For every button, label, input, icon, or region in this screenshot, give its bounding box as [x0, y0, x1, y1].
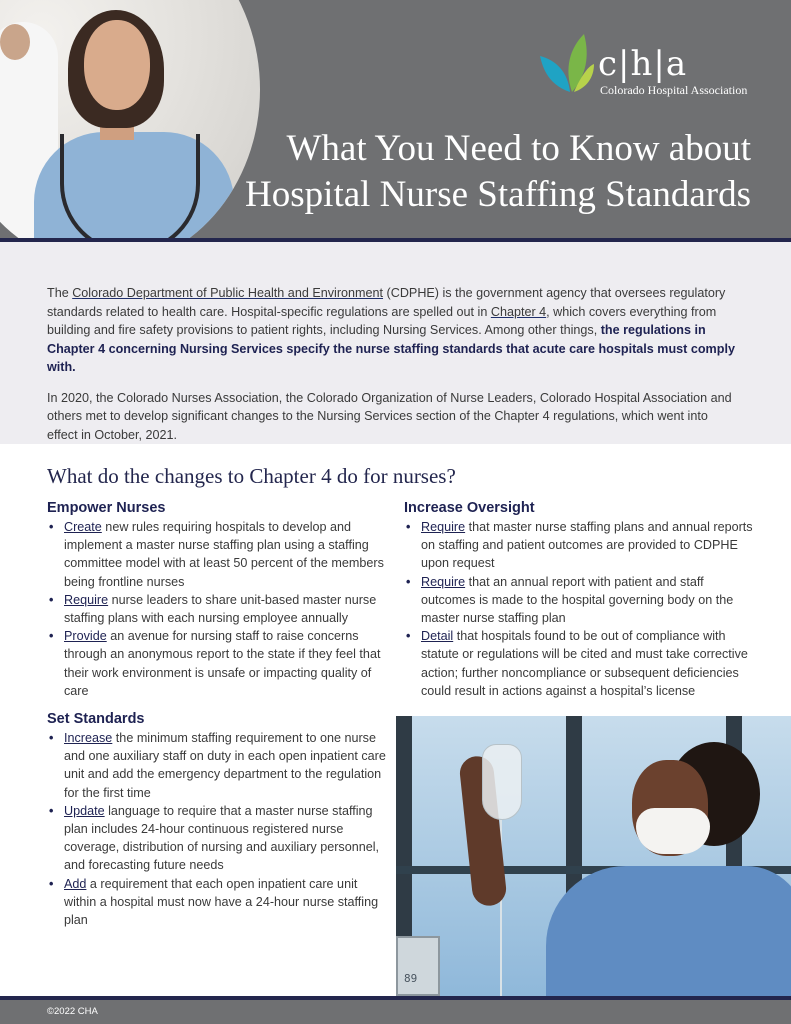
face-mask	[636, 808, 710, 854]
item-text: an avenue for nursing staff to raise concerns through an anonymous report to the state if they feel that their work environment is unsafe or impacting quality of care	[64, 629, 381, 698]
item-text: the minimum staffing requirement to one nurse and one auxiliary staff on duty in each open inpatient care unit and add the emergency department to the regulation for the first time	[64, 731, 386, 800]
chapter-4-link[interactable]: Chapter 4	[490, 304, 547, 319]
item-text: that master nurse staffing plans and annual reports on staffing and patient outcomes are provided to CDPHE upon request	[421, 520, 753, 571]
list-item	[404, 518, 754, 573]
standards-heading: Set Standards	[47, 711, 145, 727]
list-item	[47, 627, 392, 700]
keyword: Increase	[64, 731, 113, 745]
intro-text: The	[47, 286, 73, 300]
page-title-line1: What You Need to Know about	[286, 128, 751, 169]
intro-text: (CDPHE) is the government agency that oversees regulatory standards related to health care. Hospital-specific regulations are spelled out in	[47, 286, 726, 319]
oversight-heading: Increase Oversight	[404, 500, 535, 516]
empower-nurses-column	[47, 500, 392, 700]
page-title-line2: Hospital Nurse Staffing Standards	[245, 174, 751, 215]
item-text: that an annual report with patient and staff outcomes is made to the hospital governing body on the master nurse staffing plan	[421, 574, 734, 626]
nurse-portrait-photo	[0, 0, 260, 238]
list-item	[404, 573, 754, 628]
monitor-readout: 89	[404, 972, 418, 985]
item-text: nurse leaders to share unit-based master nurse staffing plans with each nursing employee annually	[64, 592, 377, 626]
patient-monitor	[396, 936, 440, 996]
keyword: Create	[64, 520, 102, 534]
keyword: Require	[421, 574, 466, 589]
list-item	[47, 518, 392, 591]
footer	[0, 1000, 791, 1024]
background-doctor-head	[0, 24, 30, 60]
intro-paragraph-1	[47, 284, 741, 377]
intro-text: , which covers everything from building and fire safety provisions to patient rights, including Nursing Services. Among other things,	[47, 304, 717, 337]
item-text: new rules requiring hospitals to develop and implement a master nurse staffing plan using a staffing committee model with at least 50 percent of the members being frontline nurses	[64, 520, 384, 589]
keyword: Provide	[64, 629, 107, 644]
header-banner	[0, 0, 791, 238]
item-text: that hospitals found to be out of compliance with statute or regulations will be cited and must take corrective action; further noncompliance or subsequent deficiencies could result in actions against a hospital’s license	[421, 629, 748, 698]
nurse-iv-photo	[396, 716, 791, 996]
intro-paragraph-2: In 2020, the Colorado Nurses Association, the Colorado Organization of Nurse Leaders, Colorado Hospital Association and others met to develop significant changes to the Nursing Services section of the Chapter 4 regulations, which went into effect in October, 2021.	[47, 390, 732, 442]
intro-section	[0, 242, 791, 444]
stethoscope-icon	[60, 134, 200, 238]
keyword: Require	[64, 592, 109, 607]
logo-wordmark: c|h|a	[598, 44, 688, 84]
increase-oversight-column	[404, 500, 754, 700]
cdphe-link[interactable]: Colorado Department of Public Health and Environment	[72, 286, 384, 300]
nurse-scrubs	[546, 866, 791, 996]
list-item	[404, 627, 754, 700]
page-title	[231, 126, 751, 218]
list-item	[47, 591, 392, 627]
list-item	[47, 802, 387, 875]
keyword: Require	[421, 520, 466, 534]
empower-list	[47, 518, 392, 700]
set-standards-column	[47, 711, 387, 929]
keyword: Update	[64, 803, 105, 818]
keyword: Add	[64, 876, 87, 891]
keyword: Detail	[421, 629, 454, 644]
item-text: language to require that a master nurse staffing plan includes 24-hour continuous registered nurse coverage, distribution of nursing and auxiliary personnel, and forecasting future needs	[64, 803, 380, 873]
iv-bag-icon	[482, 744, 522, 820]
intro-emphasis: the regulations in Chapter 4 concerning Nursing Services specify the nurse staffing standards that acute care hospitals must comply with.	[47, 323, 735, 374]
logo-subtitle: Colorado Hospital Association	[600, 83, 748, 97]
list-item	[47, 875, 387, 930]
empower-heading: Empower Nurses	[47, 500, 166, 516]
standards-list	[47, 729, 387, 929]
section-heading: What do the changes to Chapter 4 do for nurses?	[47, 464, 456, 488]
item-text: a requirement that each open inpatient care unit within a hospital must now have a 24-hour nurse staffing plan	[64, 876, 379, 928]
nurse-face	[84, 20, 150, 110]
oversight-list	[404, 518, 754, 700]
list-item	[47, 729, 387, 802]
copyright: ©2022 CHA	[47, 1006, 98, 1017]
